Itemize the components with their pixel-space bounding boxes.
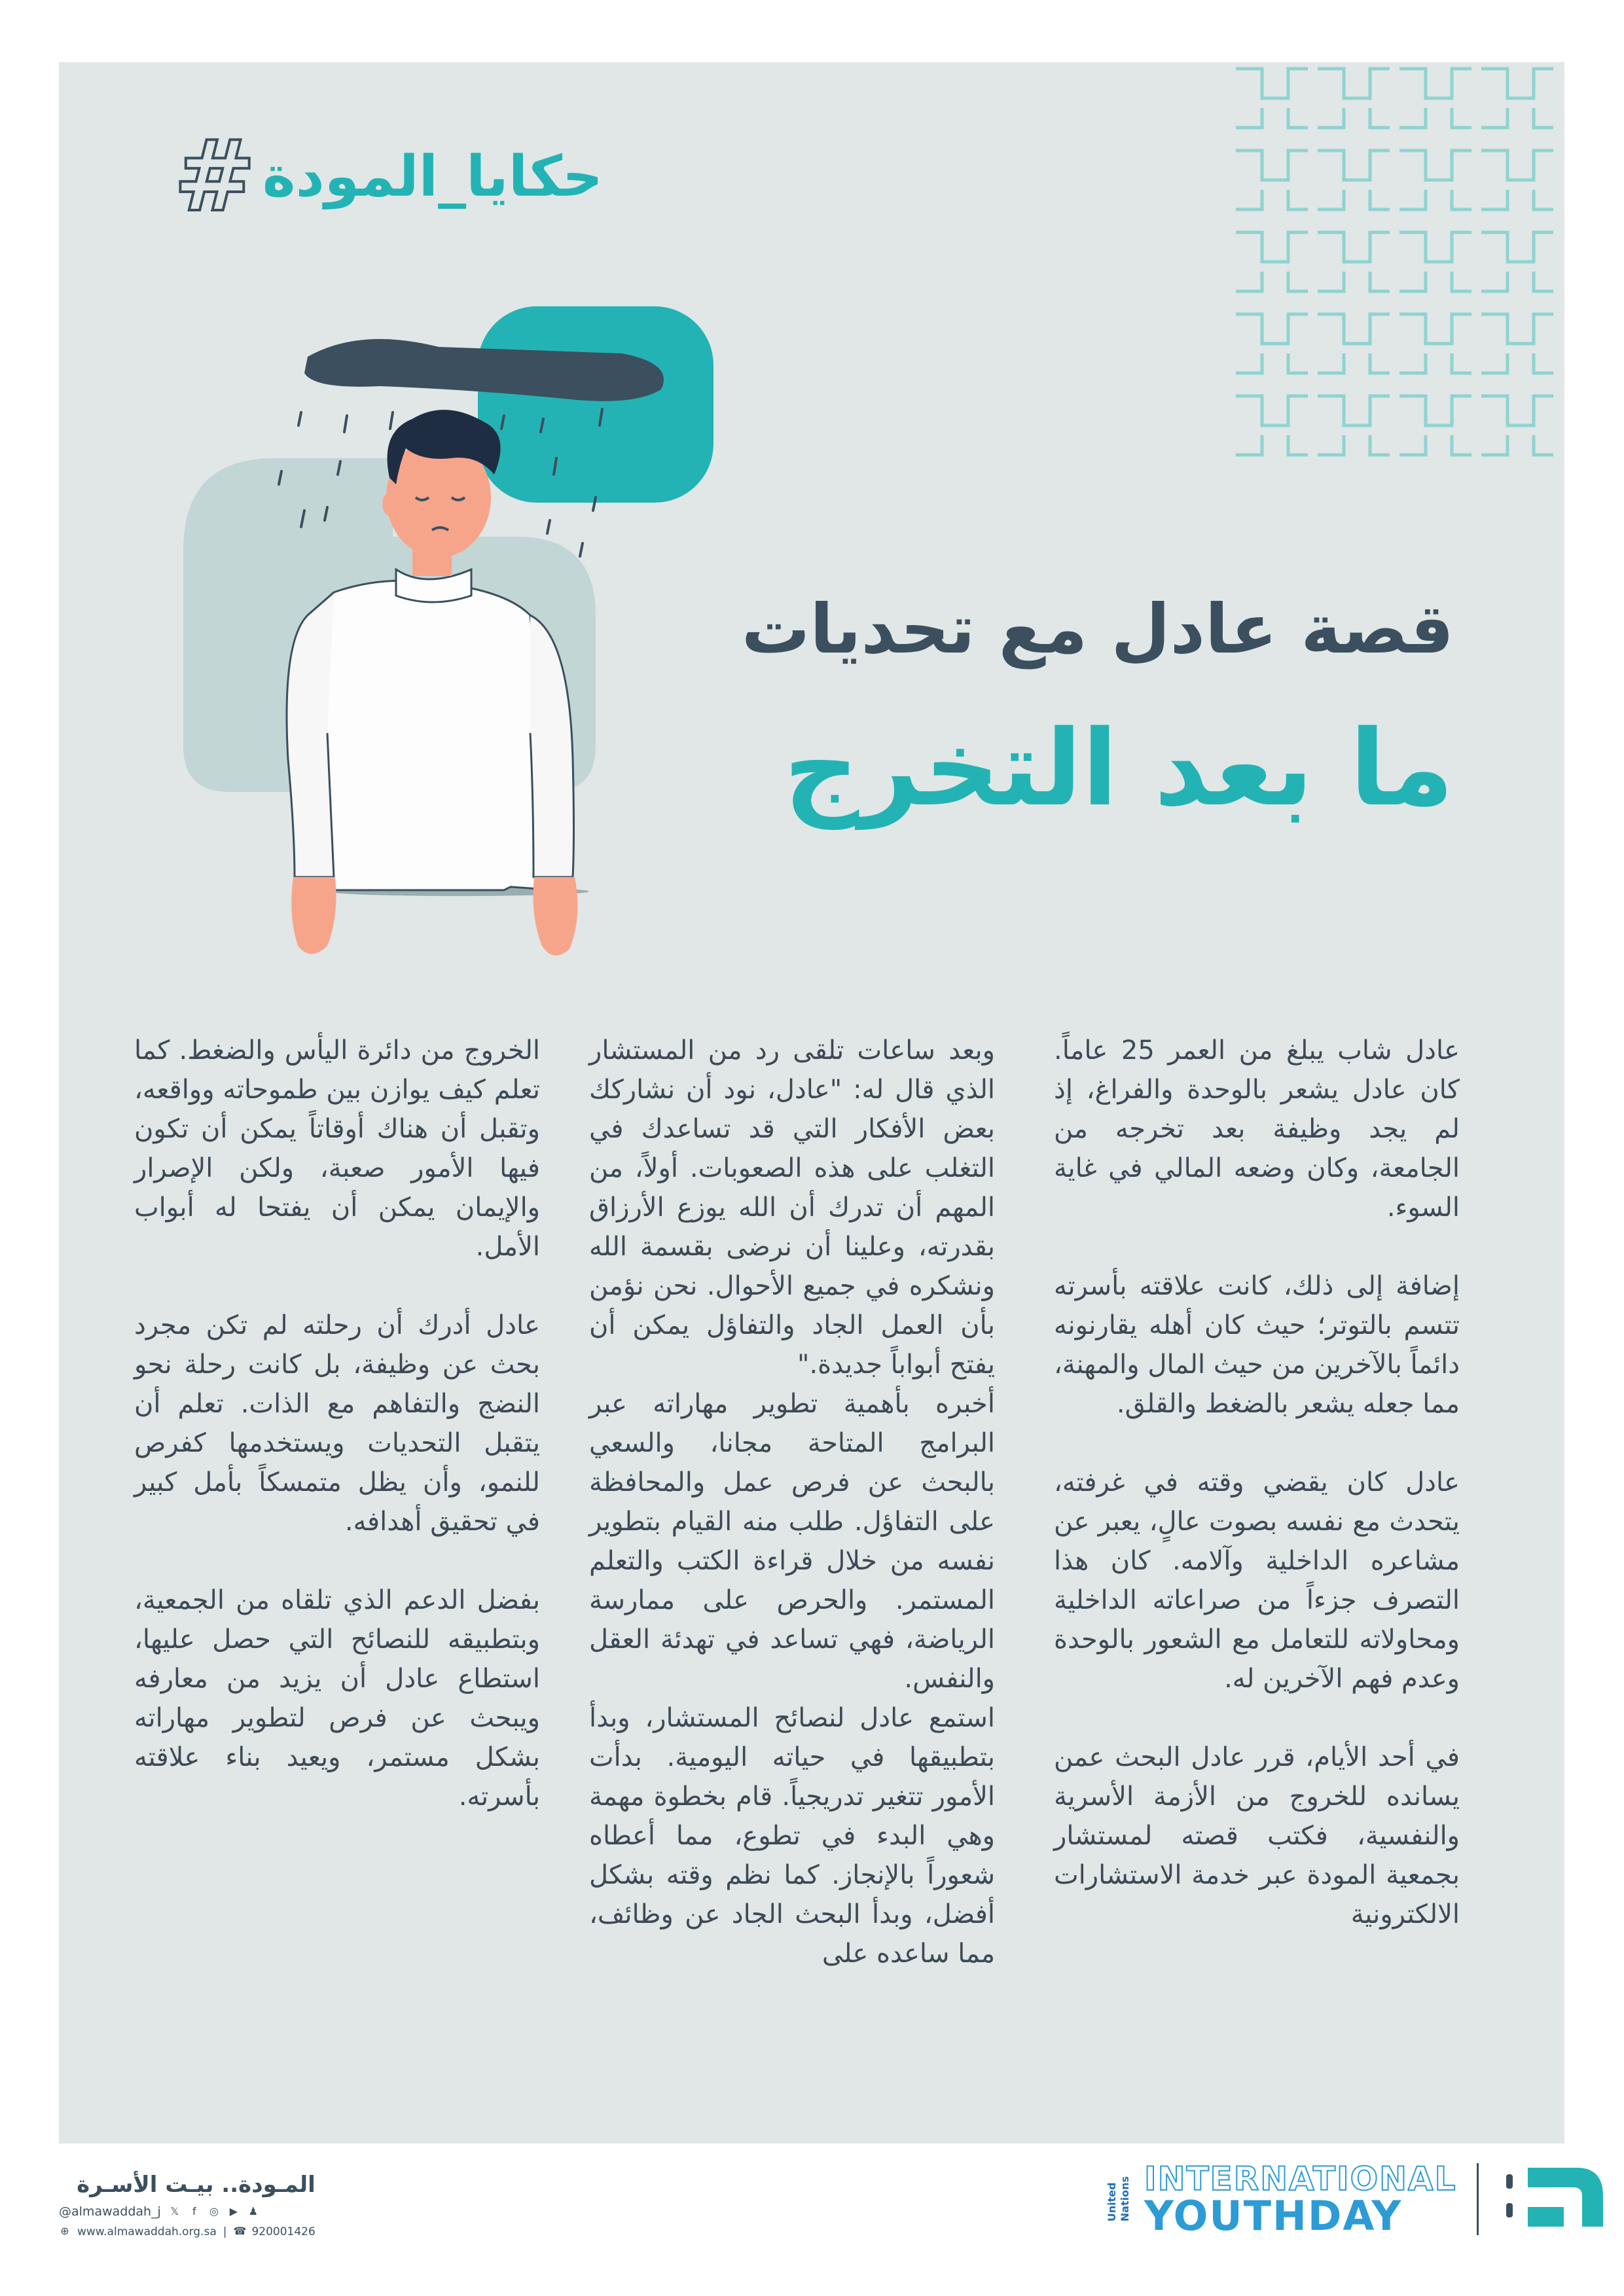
title-line-1: قصة عادل مع تحديات xyxy=(741,589,1454,669)
sad-young-man-under-rain-cloud-illustration xyxy=(164,301,727,1028)
brand-tagline: المـودة.. بيـت الأسـرة xyxy=(77,2172,316,2198)
social-handle-row xyxy=(59,2204,316,2219)
decorative-pattern-icon xyxy=(1231,62,1564,494)
paragraph: في أحد الأيام، قرر عادل البحث عمن يسانده للخروج من الأزمة الأسرية والنفسية، فكتب قصته لمستشار بجمعية المودة عبر خدمة الاستشارات الالكترونية xyxy=(1054,1742,1460,1929)
iyd-line-2: YOUTHDAY xyxy=(1144,2192,1403,2240)
un-label-line-2: Nations xyxy=(1119,2176,1131,2222)
hashtag-text: حكايا_المودة xyxy=(262,144,603,209)
youtube-icon[interactable]: ▶ xyxy=(229,2205,238,2217)
facebook-icon[interactable]: f xyxy=(192,2205,196,2217)
paragraph: استمع عادل لنصائح المستشار، وبدأ بتطبيقها في حياته اليومية. بدأت الأمور تتغير تدريجياً. قام بخطوة مهمة وهي البدء في تطوع، مما أعطاه شعوراً بالإنجاز. كما نظم وقته بشكل أفضل، وبدأ البحث الجاد عن وظائف، مما ساعده على xyxy=(589,1703,995,1969)
hashtag-header xyxy=(173,120,603,234)
globe-icon: ⊕ xyxy=(60,2225,69,2237)
international-youth-day-logo xyxy=(1144,2160,1457,2240)
un-label xyxy=(1106,2176,1131,2221)
un-label-line-1: United xyxy=(1106,2182,1118,2222)
social-handle[interactable]: @almawaddah_j xyxy=(59,2204,161,2219)
footer-brand-block xyxy=(59,2172,316,2238)
paragraph: عادل كان يقضي وقته في غرفته، يتحدث مع نفسه بصوت عالٍ، يعبر عن مشاعره الداخلية وآلامه. كان هذا التصرف جزءاً من صراعاته الداخلية ومحاولاته للتعامل مع الشعور بالوحدة وعدم فهم الآخرين له. xyxy=(1054,1467,1460,1694)
paragraph: وبعد ساعات تلقى رد من المستشار الذي قال له: "عادل، نود أن نشاركك بعض الأفكار التي قد تساعدك في التغلب على هذه الصعوبات. أولاً، من المهم أن تدرك أن الله يوزع الأرزاق بقدرته، وعلينا أن نرضى بقسمة الله ونشكره في جميع الأحوال. نحن نؤمن بأن العمل الجاد والتفاؤل يمكن أن يفتح أبواباً جديدة." xyxy=(589,1035,995,1380)
x-icon[interactable]: 𝕏 xyxy=(170,2205,179,2217)
paragraph: عادل أدرك أن رحلته لم تكن مجرد بحث عن وظيفة، بل كانت رحلة نحو النضج والتفاهم مع الذات. تعلم أن يتقبل التحديات ويستخدمها كفرص للنمو، وأن يظل متمسكاً بأمل كبير في تحقيق أهدافه. xyxy=(134,1310,540,1537)
paragraph: الخروج من دائرة اليأس والضغط. كما تعلم كيف يوازن بين طموحاته وواقعه، وتقبل أن هناك أوقاتاً يمكن أن تكون فيها الأمور صعبة، ولكن الإصرار والإيمان يمكن أن يفتحا له أبواب الأمل. xyxy=(134,1035,540,1262)
divider: | xyxy=(223,2225,227,2238)
phone-number[interactable]: 920001426 xyxy=(251,2225,316,2238)
logo-divider xyxy=(1477,2163,1479,2235)
text-column-2 xyxy=(589,1031,995,1973)
contact-row xyxy=(59,2225,316,2238)
paragraph: أخبره بأهمية تطوير مهاراته عبر البرامج المتاحة مجانا، والسعي بالبحث عن فرص عمل والمحافظة على التفاؤل. طلب منه القيام بتطوير نفسه من خلال قراءة الكتب والتعلم المستمر. والحرص على ممارسة الرياضة، فهي تساعد في تهدئة العقل والنفس. xyxy=(589,1389,995,1694)
almawaddah-logo-icon xyxy=(1498,2160,1610,2238)
text-column-3 xyxy=(134,1031,540,1816)
paragraph: إضافة إلى ذلك، كانت علاقته بأسرته تتسم بالتوتر؛ حيث كان أهله يقارنونه دائماً بالآخرين من حيث المال والمهنة، مما جعله يشعر بالضغط والقلق. xyxy=(1054,1271,1460,1419)
snapchat-icon[interactable]: ♟ xyxy=(248,2205,259,2217)
text-column-1 xyxy=(1054,1031,1460,1934)
phone-icon: ☎ xyxy=(233,2225,247,2237)
iyd-line-1: INTERNATIONAL xyxy=(1144,2160,1457,2198)
title-line-2: ما بعد التخرج xyxy=(784,707,1454,829)
instagram-icon[interactable]: ◎ xyxy=(209,2205,219,2217)
paragraph: عادل شاب يبلغ من العمر 25 عاماً. كان عادل يشعر بالوحدة والفراغ، إذ لم يجد وظيفة بعد تخرجه من الجامعة، وكان وضعه المالي في غاية السوء. xyxy=(1054,1035,1460,1223)
website-link[interactable]: www.almawaddah.org.sa xyxy=(77,2225,217,2238)
footer-logos xyxy=(1106,2160,1610,2238)
paragraph: بفضل الدعم الذي تلقاه من الجمعية، وبتطبيقه للنصائح التي حصل عليها، استطاع عادل أن يزيد من معارفه ويبحث عن فرص لتطوير مهاراته بشكل مستمر، ويعيد بناء علاقته بأسرته. xyxy=(134,1585,540,1812)
hashtag-icon: # xyxy=(173,120,256,234)
